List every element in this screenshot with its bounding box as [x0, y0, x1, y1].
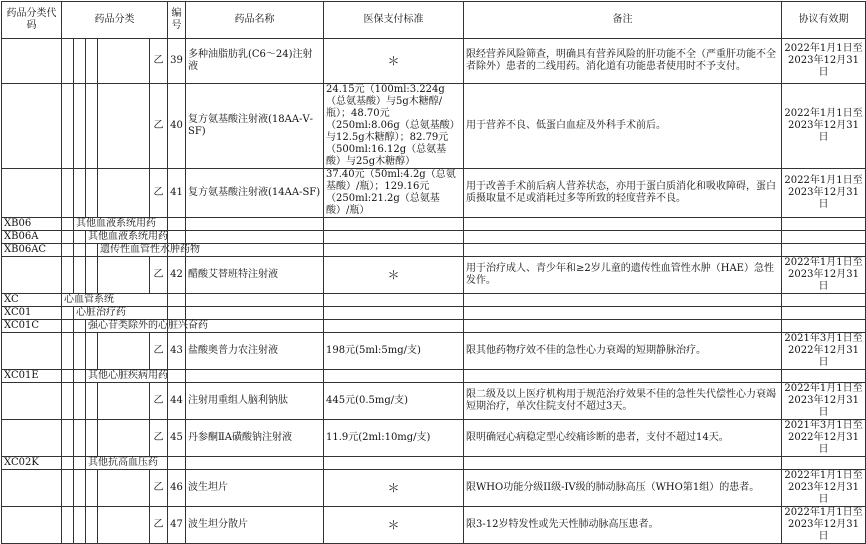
class-level-cell	[74, 333, 86, 370]
payment-standard-cell	[324, 307, 464, 320]
number-cell	[168, 231, 186, 244]
payment-standard-cell: 24.15元（100ml:3.224g（总氨基酸）与5g木糖醇/瓶）；48.70元（250ml:8.06g（总氨基酸）与12.5g木糖醇）；82.79元（500ml:16.12g（总氨基酸）与25g木糖醇）	[324, 84, 464, 169]
category-label-cell: 遗传性血管性水肿药物	[98, 244, 168, 257]
code-cell	[2, 333, 62, 370]
number-cell	[168, 370, 186, 383]
category-code-cell: XB06	[2, 218, 62, 231]
drug-name-cell	[186, 370, 324, 383]
class-level-cell	[86, 39, 98, 84]
note-cell: 限其他药物疗效不佳的急性心力衰竭的短期静脉治疗。	[464, 333, 782, 370]
class-level-cell	[98, 39, 150, 84]
payment-standard-cell: ＊	[324, 39, 464, 84]
number-cell: 43	[168, 333, 186, 370]
category-row	[2, 231, 866, 244]
table-header-row	[2, 2, 866, 39]
note-cell: 限二级及以上医疗机构用于规范治疗效果不佳的急性失代偿性心力衰竭短期治疗，单次住院支付不超过3天。	[464, 383, 782, 420]
drug-name-cell	[186, 218, 324, 231]
note-cell: 限WHO功能分级II级-IV级的肺动脉高压（WHO第1组）的患者。	[464, 470, 782, 507]
drug-name-cell	[186, 244, 324, 257]
class-level-cell	[74, 383, 86, 420]
number-cell: 41	[168, 169, 186, 218]
period-cell: 2022年1月1日至2023年12月31日	[782, 84, 866, 169]
class-level-cell	[98, 169, 150, 218]
class-level-cell	[62, 257, 74, 294]
code-cell	[2, 383, 62, 420]
table-row	[2, 333, 866, 370]
category-label-cell: 其他血液系统用药	[86, 231, 168, 244]
category-code-cell: XC02K	[2, 457, 62, 470]
grade-cell: 乙	[150, 84, 168, 169]
header-period: 协议有效期	[782, 2, 866, 39]
drug-name-cell: 丹参酮ⅡA磺酸钠注射液	[186, 420, 324, 457]
payment-standard-cell: 37.40元（50ml:4.2g（总氨基酸）/瓶）；129.16元（250ml:21.2g（总氨基酸）/瓶）	[324, 169, 464, 218]
drug-name-cell	[186, 457, 324, 470]
note-cell	[464, 457, 782, 470]
code-cell	[2, 257, 62, 294]
class-level-cell	[74, 244, 86, 257]
category-code-cell: XC01	[2, 307, 62, 320]
category-row	[2, 294, 866, 307]
class-level-cell	[62, 231, 74, 244]
payment-standard-cell	[324, 218, 464, 231]
grade-cell: 乙	[150, 383, 168, 420]
class-level-cell	[74, 231, 86, 244]
class-level-cell	[98, 470, 150, 507]
drug-name-cell	[186, 294, 324, 307]
category-code-cell: XC01E	[2, 370, 62, 383]
code-cell	[2, 470, 62, 507]
class-level-cell	[86, 84, 98, 169]
period-cell: 2022年1月1日至2023年12月31日	[782, 39, 866, 84]
class-level-cell	[74, 370, 86, 383]
number-cell: 39	[168, 39, 186, 84]
grade-cell: 乙	[150, 470, 168, 507]
note-cell	[464, 307, 782, 320]
drug-name-cell	[186, 231, 324, 244]
category-code-cell: XB06AC	[2, 244, 62, 257]
note-cell: 用于治疗成人、青少年和≥2岁儿童的遗传性血管性水肿（HAE）急性发作。	[464, 257, 782, 294]
class-level-cell	[74, 420, 86, 457]
table-row	[2, 169, 866, 218]
class-level-cell	[86, 257, 98, 294]
class-level-cell	[62, 307, 74, 320]
payment-standard-cell: 11.9元(2ml:10mg/支)	[324, 420, 464, 457]
payment-standard-cell	[324, 294, 464, 307]
number-cell	[168, 218, 186, 231]
category-code-cell: XC	[2, 294, 62, 307]
number-cell	[168, 457, 186, 470]
class-level-cell	[62, 470, 74, 507]
code-cell	[2, 420, 62, 457]
table-row	[2, 257, 866, 294]
number-cell: 44	[168, 383, 186, 420]
number-cell: 45	[168, 420, 186, 457]
period-cell: 2021年3月1日至2022年12月31日	[782, 333, 866, 370]
drug-name-cell: 波生坦分散片	[186, 507, 324, 544]
class-level-cell	[74, 470, 86, 507]
code-cell	[2, 39, 62, 84]
class-level-cell	[98, 420, 150, 457]
period-cell	[782, 231, 866, 244]
note-cell: 限明确冠心病稳定型心绞痛诊断的患者，支付不超过14天。	[464, 420, 782, 457]
payment-standard-cell: ＊	[324, 257, 464, 294]
class-level-cell	[74, 169, 86, 218]
period-cell	[782, 294, 866, 307]
payment-standard-cell	[324, 370, 464, 383]
note-cell	[464, 218, 782, 231]
class-level-cell	[62, 507, 74, 544]
table-row	[2, 420, 866, 457]
category-row	[2, 457, 866, 470]
class-level-cell	[86, 420, 98, 457]
class-level-cell	[62, 370, 74, 383]
class-level-cell	[74, 457, 86, 470]
class-level-cell	[86, 169, 98, 218]
payment-standard-cell: ＊	[324, 470, 464, 507]
category-label-cell: 强心苷类除外的心脏兴奋药	[86, 320, 168, 333]
payment-standard-cell: 198元(5ml:5mg/支)	[324, 333, 464, 370]
header-class: 药品分类	[62, 2, 168, 39]
class-level-cell	[86, 383, 98, 420]
class-level-cell	[74, 257, 86, 294]
drug-name-cell: 复方氨基酸注射液(18AA-Ⅴ-SF)	[186, 84, 324, 169]
category-label-cell: 其他心脏疾病用药	[86, 370, 168, 383]
note-cell	[464, 294, 782, 307]
class-level-cell	[62, 84, 74, 169]
payment-standard-cell	[324, 231, 464, 244]
table-row	[2, 39, 866, 84]
table-row	[2, 470, 866, 507]
number-cell	[168, 307, 186, 320]
class-level-cell	[86, 470, 98, 507]
note-cell	[464, 244, 782, 257]
period-cell: 2022年1月1日至2023年12月31日	[782, 470, 866, 507]
header-note: 备注	[464, 2, 782, 39]
class-level-cell	[62, 383, 74, 420]
period-cell	[782, 457, 866, 470]
number-cell	[168, 294, 186, 307]
table-row	[2, 84, 866, 169]
period-cell	[782, 244, 866, 257]
drug-name-cell: 注射用重组人脑利钠肽	[186, 383, 324, 420]
class-level-cell	[62, 333, 74, 370]
drug-name-cell: 波生坦片	[186, 470, 324, 507]
period-cell: 2022年1月1日至2023年12月31日	[782, 383, 866, 420]
class-level-cell	[98, 507, 150, 544]
drug-name-cell: 多种油脂肪乳(C6～24)注射液	[186, 39, 324, 84]
class-level-cell	[98, 383, 150, 420]
category-row	[2, 320, 866, 333]
period-cell: 2021年3月1日至2022年12月31日	[782, 420, 866, 457]
grade-cell: 乙	[150, 257, 168, 294]
note-cell: 用于改善手术前后病人营养状态，亦用于蛋白质消化和吸收障碍，蛋白质摄取量不足或消耗过多等所致的轻度营养不良。	[464, 169, 782, 218]
category-label-cell: 心脏治疗药	[74, 307, 168, 320]
class-level-cell	[62, 244, 74, 257]
code-cell	[2, 84, 62, 169]
category-row	[2, 218, 866, 231]
header-name: 药品名称	[186, 2, 324, 39]
class-level-cell	[86, 507, 98, 544]
category-label-cell: 其他血液系统用药	[74, 218, 168, 231]
code-cell	[2, 507, 62, 544]
number-cell: 42	[168, 257, 186, 294]
category-row	[2, 307, 866, 320]
drug-catalog-table	[1, 1, 866, 544]
note-cell	[464, 231, 782, 244]
class-level-cell	[62, 169, 74, 218]
number-cell: 47	[168, 507, 186, 544]
grade-cell: 乙	[150, 169, 168, 218]
category-code-cell: XC01C	[2, 320, 62, 333]
drug-name-cell: 复方氨基酸注射液(14AA-SF)	[186, 169, 324, 218]
category-code-cell: XB06A	[2, 231, 62, 244]
class-level-cell	[74, 507, 86, 544]
class-level-cell	[62, 320, 74, 333]
class-level-cell	[98, 333, 150, 370]
note-cell: 限3-12岁特发性或先天性肺动脉高压患者。	[464, 507, 782, 544]
class-level-cell	[62, 218, 74, 231]
header-no: 编号	[168, 2, 186, 39]
category-row	[2, 370, 866, 383]
class-level-cell	[86, 333, 98, 370]
header-pay: 医保支付标准	[324, 2, 464, 39]
class-level-cell	[86, 244, 98, 257]
payment-standard-cell	[324, 457, 464, 470]
period-cell: 2022年1月1日至2023年12月31日	[782, 257, 866, 294]
payment-standard-cell	[324, 244, 464, 257]
period-cell	[782, 320, 866, 333]
number-cell: 46	[168, 470, 186, 507]
drug-name-cell: 盐酸奥普力农注射液	[186, 333, 324, 370]
number-cell: 40	[168, 84, 186, 169]
table-body	[2, 39, 866, 544]
category-label-cell: 其他抗高血压药	[86, 457, 168, 470]
code-cell	[2, 169, 62, 218]
category-label-cell: 心血管系统	[62, 294, 168, 307]
grade-cell: 乙	[150, 39, 168, 84]
class-level-cell	[62, 457, 74, 470]
note-cell	[464, 320, 782, 333]
class-level-cell	[62, 39, 74, 84]
class-level-cell	[74, 84, 86, 169]
period-cell: 2022年1月1日至2023年12月31日	[782, 169, 866, 218]
note-cell: 限经营养风险筛查，明确具有营养风险的肝功能不全（严重肝功能不全者除外）患者的二线用药。消化道有功能患者使用时不予支付。	[464, 39, 782, 84]
header-code: 药品分类代码	[2, 2, 62, 39]
class-level-cell	[62, 420, 74, 457]
grade-cell: 乙	[150, 333, 168, 370]
grade-cell: 乙	[150, 507, 168, 544]
class-level-cell	[74, 39, 86, 84]
table-row	[2, 507, 866, 544]
period-cell	[782, 307, 866, 320]
class-level-cell	[74, 320, 86, 333]
drug-name-cell: 醋酸艾替班特注射液	[186, 257, 324, 294]
drug-name-cell	[186, 307, 324, 320]
period-cell	[782, 370, 866, 383]
note-cell	[464, 370, 782, 383]
period-cell	[782, 218, 866, 231]
grade-cell: 乙	[150, 420, 168, 457]
class-level-cell	[98, 257, 150, 294]
payment-standard-cell: 445元(0.5mg/支)	[324, 383, 464, 420]
period-cell: 2022年1月1日至2023年12月31日	[782, 507, 866, 544]
note-cell: 用于营养不良、低蛋白血症及外科手术前后。	[464, 84, 782, 169]
payment-standard-cell	[324, 320, 464, 333]
class-level-cell	[98, 84, 150, 169]
table-row	[2, 383, 866, 420]
payment-standard-cell: ＊	[324, 507, 464, 544]
category-row	[2, 244, 866, 257]
